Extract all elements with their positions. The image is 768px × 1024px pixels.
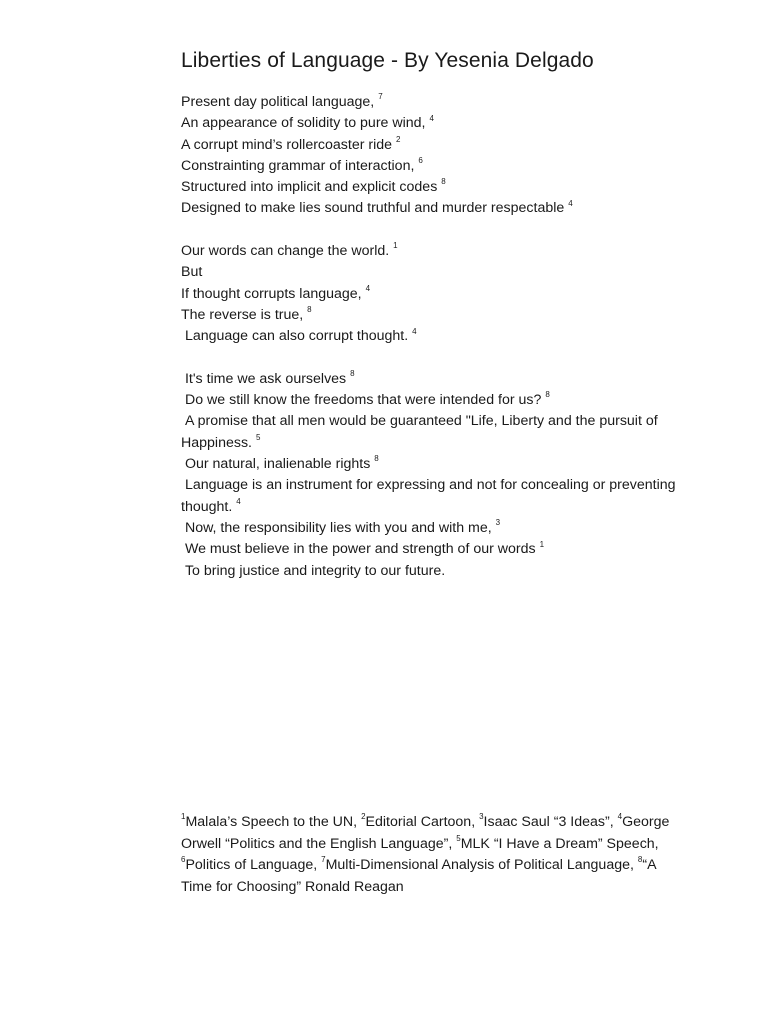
footnote-ref: 8 <box>441 177 446 187</box>
footnote: $^2$Editorial Cartoon, <box>361 812 476 830</box>
poem-line: Constrainting grammar of interaction, $^6$ <box>181 156 423 174</box>
footnote: $^6$Politics of Language, <box>181 855 318 873</box>
footnote: $^8$“A Time for Choosing” Ronald Reagan <box>181 855 656 895</box>
poem-line: Language is an instrument for expressing and not for concealing or preventing thought. $^4$ <box>181 477 680 515</box>
poem-line: The reverse is true, $^8$ <box>181 305 312 323</box>
poem-line: A promise that all men would be guaranteed "Life, Liberty and the pursuit of Happiness. $^5$ <box>181 413 662 451</box>
poem-line: Now, the responsibility lies with you and with me, $^3$ <box>181 518 501 536</box>
footnote-ref: 8 <box>374 454 379 464</box>
poem-line: Designed to make lies sound truthful and murder respectable $^4$ <box>181 198 573 217</box>
poem-line: Our words can change the world. $^1$ <box>181 241 398 260</box>
poem-line: If thought corrupts language, $^4$ <box>181 283 371 302</box>
poem-line: Present day political language, $^7$ <box>181 92 383 110</box>
footnote-ref: 8 <box>545 390 550 400</box>
footnote-ref: 2 <box>396 134 401 144</box>
stanza-break <box>181 348 701 369</box>
footnote-ref: 1 <box>539 539 545 549</box>
footnote-ref: 4 <box>412 326 417 336</box>
stanza-break <box>181 220 701 241</box>
poem-line: We must believe in the power and strength of our words $^1$ <box>181 539 545 558</box>
poem-line: But <box>181 264 203 281</box>
footnote-ref: 4 <box>568 198 573 208</box>
footnote-ref: 3 <box>495 518 501 528</box>
poem-line: A corrupt mind’s rollercoaster ride $^2$ <box>181 134 401 153</box>
footnote-ref: 4 <box>429 113 434 123</box>
footnote-ref: 7 <box>378 92 383 102</box>
footnote: $^5$MLK “I Have a Dream” Speech, <box>456 833 659 852</box>
poem-line: An appearance of solidity to pure wind, $^4$ <box>181 113 434 132</box>
poem-body <box>181 92 701 582</box>
footnote-ref: 8 <box>350 369 355 379</box>
footnote-ref: 1 <box>393 241 398 251</box>
footnote-ref: 6 <box>418 156 423 166</box>
poem-line: It's time we ask ourselves $^8$ <box>181 369 355 387</box>
poem-line: Our natural, inalienable rights $^8$ <box>181 454 379 473</box>
footnote: $^1$Malala’s Speech to the UN, <box>181 812 358 830</box>
footnotes <box>181 812 681 898</box>
footnote: $^7$Multi-Dimensional Analysis of Political Language, <box>321 855 634 873</box>
footnote: $^3$Isaac Saul “3 Ideas”, <box>479 812 614 830</box>
footnote-ref: 4 <box>236 496 241 506</box>
poem-line: Do we still know the freedoms that were intended for us? $^8$ <box>181 390 550 409</box>
poem-title: Liberties of Language - By Yesenia Delgado <box>181 49 594 72</box>
footnote-ref: 4 <box>365 283 371 293</box>
footnote: $^4$George Orwell “Politics and the English Language”, <box>181 812 670 852</box>
footnote-ref: 8 <box>307 305 312 315</box>
poem-line: Language can also corrupt thought. $^4$ <box>181 326 417 345</box>
poem-line: To bring justice and integrity to our future. <box>181 562 446 579</box>
poem-line: Structured into implicit and explicit codes $^8$ <box>181 177 446 196</box>
footnote-ref: 5 <box>255 433 261 443</box>
